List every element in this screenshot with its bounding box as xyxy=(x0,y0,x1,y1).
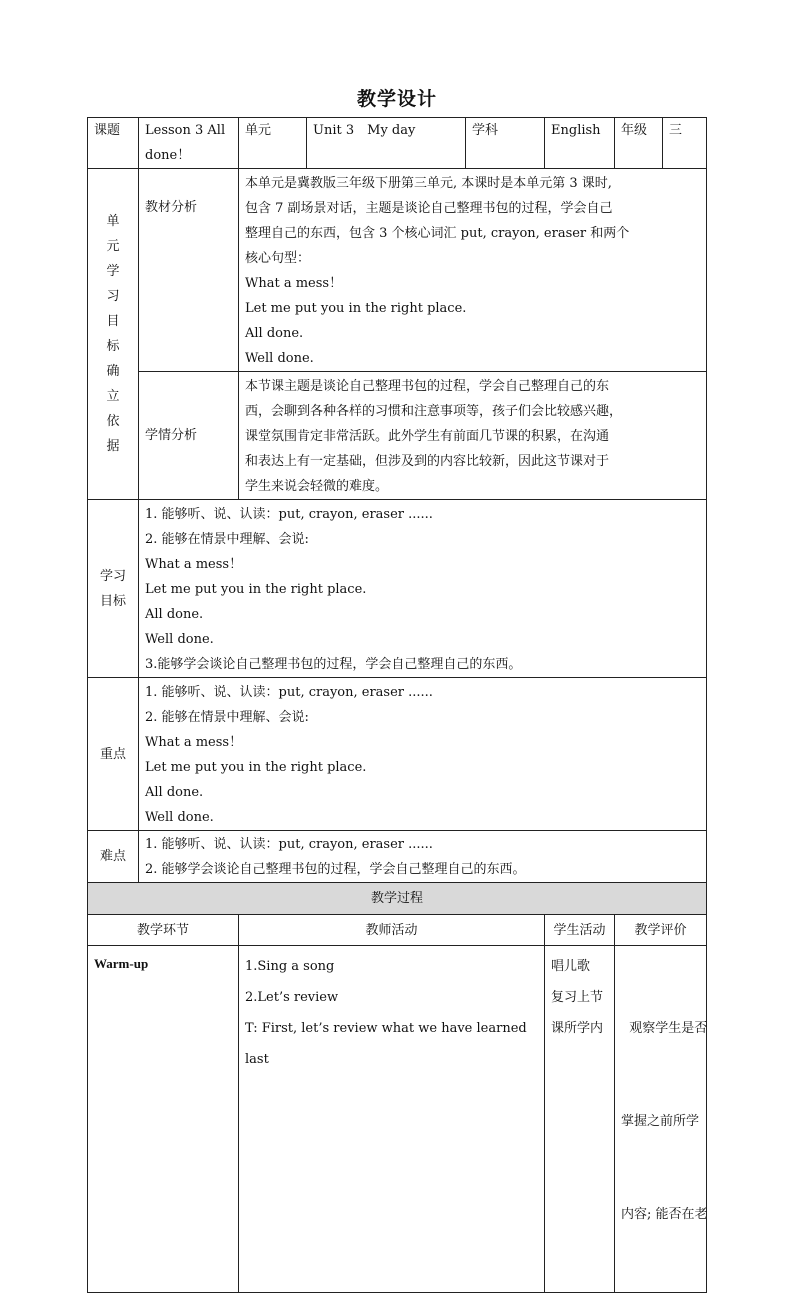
difficulties-line: 2. 能够学会谈论自己整理书包的过程，学会自己整理自己的东西。 xyxy=(145,862,526,877)
unit-value-cell xyxy=(307,118,466,169)
unit-basis-char: 单 xyxy=(106,214,120,229)
evaluation-line: 观察学生是否 xyxy=(621,1021,708,1036)
students-line: 西，会聊到各种各样的习惯和注意事项等，孩子们会比较感兴趣， xyxy=(245,404,623,419)
difficulties-row xyxy=(88,831,707,883)
subject-label: 学科 xyxy=(472,123,499,138)
stage-cell xyxy=(88,946,239,1293)
process-title-row xyxy=(88,883,707,915)
objectives-row xyxy=(88,500,707,678)
material-line: Well done. xyxy=(245,351,314,366)
subject-label-cell xyxy=(466,118,545,169)
difficulties-label-cell xyxy=(88,831,139,883)
grade-value: 三 xyxy=(669,123,683,138)
material-line: 整理自己的东西，包含 3 个核心词汇 put, crayon, eraser 和两个 xyxy=(245,226,630,241)
key-points-line: Let me put you in the right place. xyxy=(145,760,367,775)
objectives-label-line: 目标 xyxy=(99,593,126,609)
key-points-content xyxy=(139,678,707,831)
key-points-row xyxy=(88,678,707,831)
evaluation-line: 内容; 能否在老 xyxy=(621,1207,708,1222)
objectives-line: What a mess！ xyxy=(145,557,243,572)
course-value: Lesson 3 All done！ xyxy=(145,123,226,163)
difficulties-label: 难点 xyxy=(99,849,126,864)
unit-basis-char: 学 xyxy=(106,264,120,279)
difficulties-line: 1. 能够听、说、认读：put, crayon, eraser ...... xyxy=(145,837,433,852)
course-value-cell xyxy=(139,118,239,169)
unit-label-cell xyxy=(239,118,307,169)
students-line: 课堂氛围肯定非常活跃。此外学生有前面几节课的积累，在沟通 xyxy=(245,429,610,444)
material-label-cell xyxy=(139,169,239,372)
process-col-label: 教学环节 xyxy=(136,922,189,938)
process-title: 教学过程 xyxy=(371,891,424,906)
key-points-label: 重点 xyxy=(99,746,126,762)
student-activity-line: 唱儿歌 xyxy=(551,959,591,974)
process-col-label: 教学评价 xyxy=(634,922,687,938)
process-col-teacher xyxy=(239,915,545,946)
subject-value-cell xyxy=(545,118,615,169)
process-col-label: 学生活动 xyxy=(553,922,606,938)
lesson-plan-table xyxy=(87,117,707,1293)
course-label-cell xyxy=(88,118,139,169)
unit-basis-char: 目 xyxy=(106,314,120,329)
header-row xyxy=(88,118,707,169)
key-points-line: What a mess！ xyxy=(145,735,243,750)
objectives-content xyxy=(139,500,707,678)
objectives-label xyxy=(88,500,139,678)
course-label: 课题 xyxy=(94,123,121,138)
difficulties-content xyxy=(139,831,707,883)
objectives-line: All done. xyxy=(145,607,204,622)
students-line: 学生来说会轻微的难度。 xyxy=(245,479,389,494)
material-analysis-row xyxy=(88,169,707,372)
material-line: Let me put you in the right place. xyxy=(245,301,467,316)
unit-basis-char: 依 xyxy=(106,414,120,429)
student-activity-line: 复习上节 xyxy=(551,990,604,1005)
material-line: 包含 7 副场景对话，主题是谈论自己整理书包的过程，学会自己 xyxy=(245,201,613,216)
objectives-label-line: 学习 xyxy=(99,568,126,584)
material-line: 核心句型： xyxy=(245,251,311,266)
material-content xyxy=(239,169,707,372)
subject-value: English xyxy=(551,123,601,138)
grade-value-cell xyxy=(663,118,707,169)
students-content xyxy=(239,372,707,500)
students-label: 学情分析 xyxy=(145,428,198,443)
objectives-line: Let me put you in the right place. xyxy=(145,582,367,597)
unit-label: 单元 xyxy=(245,123,272,138)
page-title: 教学设计 xyxy=(356,88,437,110)
process-col-evaluation xyxy=(615,915,707,946)
objectives-line: 2. 能够在情景中理解、会说: xyxy=(145,532,309,547)
key-points-line: 2. 能够在情景中理解、会说: xyxy=(145,710,309,725)
objectives-line: Well done. xyxy=(145,632,214,647)
key-points-label-cell xyxy=(88,678,139,831)
process-header-row xyxy=(88,915,707,946)
evaluation-line: 掌握之前所学 xyxy=(621,1114,700,1129)
unit-basis-char: 据 xyxy=(106,439,120,454)
material-line: 本单元是冀教版三年级下册第三单元, 本课时是本单元第 3 课时, xyxy=(245,176,612,191)
student-activity-cell xyxy=(545,946,615,1293)
unit-basis-label xyxy=(88,169,139,500)
evaluation-cell xyxy=(615,946,707,1293)
unit-value: Unit 3 My day xyxy=(313,123,416,138)
process-title-cell xyxy=(88,883,707,915)
unit-basis-char: 确 xyxy=(106,364,120,379)
students-line: 和表达上有一定基础，但涉及到的内容比较新，因此这节课对于 xyxy=(245,454,610,469)
material-label: 教材分析 xyxy=(145,200,198,215)
unit-basis-char: 标 xyxy=(106,339,120,354)
objectives-line: 1. 能够听、说、认读：put, crayon, eraser ...... xyxy=(145,507,433,522)
process-col-student xyxy=(545,915,615,946)
stage-name: Warm-up xyxy=(94,956,149,971)
objectives-line: 3.能够学会谈论自己整理书包的过程，学会自己整理自己的东西。 xyxy=(145,657,522,672)
material-line: What a mess！ xyxy=(245,276,343,291)
material-line: All done. xyxy=(245,326,304,341)
key-points-line: All done. xyxy=(145,785,204,800)
teacher-activity-line: 2.Let’s review xyxy=(245,990,339,1005)
process-row-warmup xyxy=(88,946,707,1293)
students-label-cell xyxy=(139,372,239,500)
grade-label-cell xyxy=(615,118,663,169)
teacher-activity-line: 1.Sing a song xyxy=(245,959,335,974)
teacher-activity-cell xyxy=(239,946,545,1293)
grade-label: 年级 xyxy=(621,123,648,138)
process-col-stage xyxy=(88,915,239,946)
students-line: 本节课主题是谈论自己整理书包的过程，学会自己整理自己的东 xyxy=(245,379,610,394)
key-points-line: 1. 能够听、说、认读：put, crayon, eraser ...... xyxy=(145,685,433,700)
key-points-line: Well done. xyxy=(145,810,214,825)
unit-basis-char: 习 xyxy=(106,289,120,304)
process-col-label: 教师活动 xyxy=(365,922,418,938)
unit-basis-char: 立 xyxy=(106,389,120,404)
student-activity-line: 课所学内 xyxy=(551,1021,604,1036)
unit-basis-char: 元 xyxy=(106,239,120,254)
student-analysis-row xyxy=(88,372,707,500)
teacher-activity-line: T: First, let’s review what we have learned last xyxy=(245,1021,527,1067)
